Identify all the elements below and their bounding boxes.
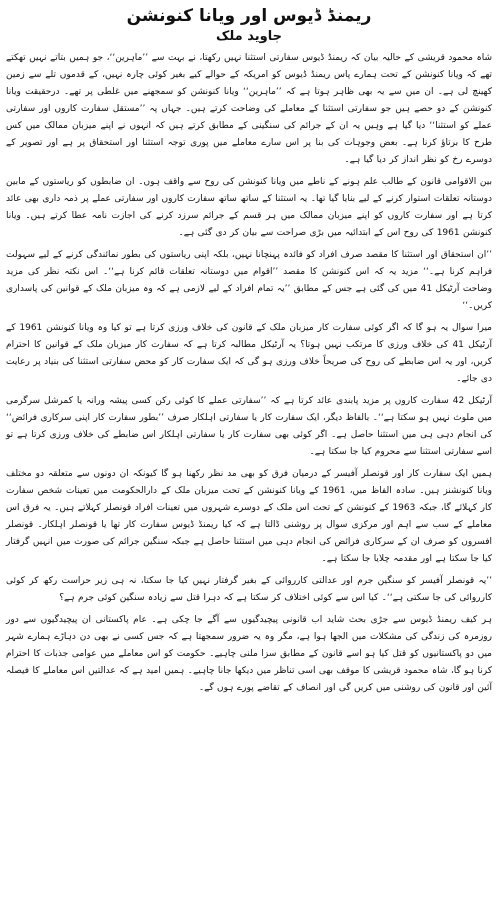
article-paragraph: ’’ان استحقاق اور استثنا کا مقصد صرف افراد کو فائدہ پہنچانا نہیں، بلکہ اپنی ریاستوں کی بطور نمائندگی کرنے کے لیے سہولت فراہم کرنا ہے۔‘‘ مزید یہ کہ اس کنونشن کا مقصد ’’اقوام میں دوستانہ تعلقات قائم کرنا ہے‘‘۔ اس نکتہ نظر کی مزید وضاحت آرٹیکل 41 میں کی گئی ہے جس کے مطابق ’’یہ تمام افراد کے لیے لازمی ہے کہ وہ میزبان ملک کے قوانین کی پاسداری کریں۔‘‘: [6, 250, 492, 311]
article-paragraph: آرٹیکل 42 سفارت کاروں پر مزید پابندی عائد کرتا ہے کہ ’’سفارتی عملے کا کوئی رکن کسی پیشہ ورانہ یا کمرشل سرگرمی میں ملوث نہیں ہو سکتا ہے‘‘۔ بالفاظ دیگر، ایک سفارت کار یا سفارتی اہلکار صرف ’’بطور سفارت کار اپنی سرکاری فرائض‘‘ کی انجام دہی ہی میں استثنا حاصل ہے۔ اگر کوئی بھی سفارت کار یا سفارتی اہلکار اس ضابطے کی خلاف ورزی کرتا ہے تو اسے سفارتی استثنا سے محروم کیا جا سکتا ہے۔: [6, 396, 492, 457]
article-title: ریمنڈ ڈیوس اور ویانا کنونشن: [126, 6, 372, 26]
article-paragraph: ہر کیف ریمنڈ ڈیوس سے جڑی بحث شاید اب قانونی پیچیدگیوں سے آگے جا چکی ہے۔ عام پاکستانی ان پیچیدگیوں سے دور روزمرہ کی زندگی کی مشکلات میں الجھا ہوا ہے، مگر وہ یہ ضرور سمجھتا ہے کہ جس کسی نے بھی دن دہاڑے ہمارے شہر میں دو پاکستانیوں کو قتل کیا ہو اسے قانون کے مطابق سزا ملنی چاہیے۔ حکومت کو اس معاملے میں عوامی جذبات کا احترام کرنا ہو گا، شاہ محمود قریشی کا موقف بھی اسی تناظر میں دیکھا جانا چاہیے۔ ہمیں امید ہے کہ عدالتیں اس معاملے کا فیصلہ آئین اور قانون کی روشنی میں کریں گی اور انصاف کے تقاضے پورے ہوں گے۔: [6, 615, 492, 693]
article-body: [6, 50, 492, 697]
article-paragraph: ’’یہ قونصلر آفیسر کو سنگین جرم اور عدالتی کارروائی کے بغیر گرفتار نہیں کیا جا سکتا، نہ ہی زیر حراست رکھ کر کوئی کارروائی کی جا سکتی ہے‘‘۔ کیا اس سے کوئی اختلاف کر سکتا ہے کہ دہرا قتل سے زیادہ سنگین کوئی جرم ہے؟: [6, 576, 492, 603]
author-name: جاوید ملک: [216, 29, 282, 44]
article-paragraph: میرا سوال یہ ہو گا کہ اگر کوئی سفارت کار میزبان ملک کے قانون کی خلاف ورزی کرتا ہے تو کیا وہ ویانا کنونشن 1961 کے آرٹیکل 41 کی خلاف ورزی کا مرتکب نہیں ہوتا؟ یہ آرٹیکل مطالبہ کرتا ہے کہ سفارت کار میزبان ملک کے قوانین کا احترام کریں، اور یہ اس ضابطے کی روح کی صریحاً خلاف ورزی ہو گی کہ ایک سفارت کار کو محض سفارتی استثنا کی بنیاد پر رعایت دی جائے۔: [6, 323, 492, 384]
article-paragraph: ہمیں ایک سفارت کار اور قونصلر آفیسر کے درمیان فرق کو بھی مد نظر رکھنا ہو گا کیونکہ ان دونوں سے متعلقہ دو مختلف ویانا کنونشنز ہیں۔ سادہ الفاظ میں، 1961 کے ویانا کنونشن کے تحت میزبان ملک کے دارالحکومت میں تعینات شخص سفارت کار کہلائے گا، جبکہ 1963 کے کنونشن کے تحت اس ملک کے دوسرے شہروں میں تعینات افراد قونصلر کہلاتے ہیں۔ یہ فرق اس معاملے کے سب سے اہم اور مرکزی سوال پر روشنی ڈالتا ہے کہ کیا ریمنڈ ڈیوس سفارت کار تھا یا قونصلر اہلکار۔ قونصلر افسروں کو صرف ان کے سرکاری فرائض کی انجام دہی میں استثنا حاصل ہے جبکہ سنگین جرائم کی صورت میں انہیں گرفتار کیا جا سکتا ہے اور مقدمہ چلایا جا سکتا ہے۔: [6, 469, 493, 564]
article-paragraph: شاہ محمود قریشی کے حالیہ بیان کہ ریمنڈ ڈیوس سفارتی استثنا نہیں رکھتا، نے بہت سے ’’ماہرین‘‘، جو ہمیں بتاتے نہیں تھکتے تھے کہ ویانا کنونشن کے تحت ہمارے پاس ریمنڈ ڈیوس کو امریکہ کے حوالے کیے بغیر کوئی چارہ نہیں، کے قدموں تلے سے زمین کھینچ لی ہے۔ ان میں سے یہ بھی ظاہر ہوتا ہے کہ ’’ماہرین‘‘ ویانا کنونشن کو سمجھنے میں غلطی پر تھے۔ درحقیقت ویانا کنونشن کے دو حصے ہیں جو سفارتی استثنا کے معاملے کی وضاحت کرتے ہیں۔ جہاں پہ ’’مستقل سفارت کاروں اور سفارتی عملے کو استثنا‘‘ دیا گیا ہے وہیں یہ ان کے جرائم کی سنگینی کے مطابق کرتے ہیں کہ انہوں نے اپنے میزبان ممالک میں کس طرح کا برتاؤ کرنا ہے۔ بعض وجوہات کی بنا پر اس سارے معاملے میں پوری توجہ استثنا اور استحقاق پر ہے اور تصویر کے دوسرے رخ کو نظر انداز کر دیا گیا ہے۔: [6, 53, 492, 165]
article-paragraph: بین الاقوامی قانون کے طالب علم ہونے کے ناطے میں ویانا کنونشن کی روح سے واقف ہوں۔ ان ضابطوں کو ریاستوں کے مابین دوستانہ تعلقات استوار کرنے کے لیے بنایا گیا تھا۔ یہ استثنا کے ساتھ ساتھ سفارت کاروں اور سفارتی عملے پر ذمہ داری بھی عائد کرتا ہے اور سفارت کاروں کو اپنے میزبان ممالک میں ہر قسم کے جرائم سرزد کرنے کی اجازت نامہ عطا کرتے ہیں۔ ویانا کنونشن 1961 کی روح اس کے ابتدائیہ میں بڑی صراحت سے بیان کر دی گئی ہے۔: [6, 177, 492, 238]
